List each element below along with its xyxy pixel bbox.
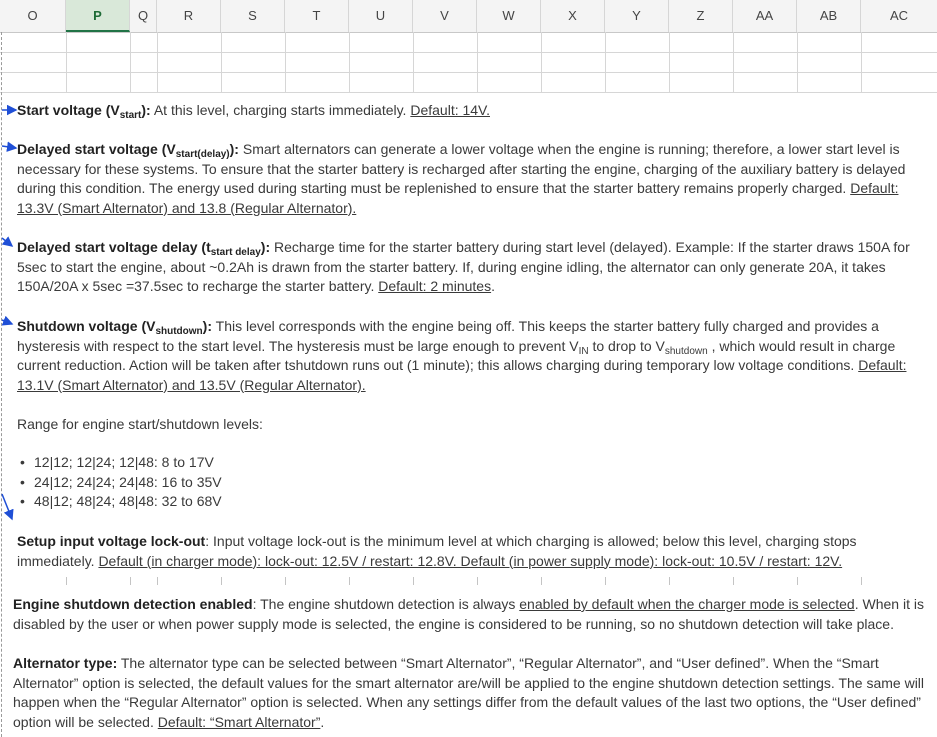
column-header-ab[interactable]: AB <box>797 0 861 32</box>
start-voltage-paragraph <box>17 101 927 121</box>
arrow-shutdown[interactable] <box>2 320 12 324</box>
column-header-ac[interactable]: AC <box>889 8 909 23</box>
delayed-start-text: Smart alternators can generate a lower voltage when the engine is running; therefore, a lower start level is necessary for these systems. To ensure that the starter battery is recharged after starting the engine, charging of the auxiliary battery is delayed during this condition. The energy used during starting must be replenished to ensure that the starter battery remains properly charged. <box>17 141 906 196</box>
range-list <box>17 453 917 512</box>
arrow-delayed-start[interactable] <box>2 146 16 148</box>
delayed-start-default: Default: 13.3V (Smart Alternator) and 13.8 (Regular Alternator). <box>17 180 899 216</box>
alternator-type-paragraph: Alternator type: The alternator type can be selected between “Smart Alternator”, “Regular Alternator”, and “User defined”. When the “Smart Alternator” option is selected, the default values for the smart alternator are/will be applied to the engine shutdown detection settings. The same will happen when the “Regular Alternator” option is selected. When any settings differ from the default values of the last two options, the “User defined” option will be selected. Default: “Smart Alternator”. <box>13 655 925 730</box>
column-header-y[interactable]: Y <box>605 0 669 32</box>
arrow-delay[interactable] <box>2 238 12 246</box>
start-voltage-default: Default: 14V. <box>410 102 490 118</box>
engine-detection-default: enabled by default when the charger mode is selected <box>519 596 855 612</box>
column-header-r[interactable]: R <box>157 0 221 32</box>
delayed-start-label: Delayed start voltage $(V_{start(delay)})$: <box>17 141 239 160</box>
tick-mark-row <box>10 577 925 585</box>
column-header-u[interactable]: U <box>349 0 413 32</box>
column-header-v[interactable]: V <box>413 0 477 32</box>
lockout-default: Default (in charger mode): lock-out: 12.5V / restart: 12.8V. Default (in power supply mode): lock-out: 10.5V / restart: 12V. <box>98 552 843 569</box>
column-header-aa[interactable]: AA <box>733 0 797 32</box>
start-delay-paragraph: Delayed start voltage delay $(t_{start delay})$: Recharge time for the starter battery during start level (delayed). Example: If the starter draws 150A for 5sec to start the engine, about ~0.2Ah is drawn from the starter battery. If, during engine idling, the alternator can only generate 20A, it takes 150A/20A x 5sec =37.5sec to recharge the starter battery. Default: 2 minutes. <box>17 239 910 294</box>
engine-detection-label: Engine shutdown detection enabled <box>13 596 253 612</box>
column-header-p[interactable]: P <box>66 0 130 32</box>
start-delay-default: Default: 2 minutes <box>378 278 492 294</box>
lockout-label: Setup input voltage lock-out <box>17 533 206 549</box>
shutdown-voltage-label: Shutdown voltage $(V_{shutdown})$: <box>17 318 212 337</box>
lockout-paragraph: Setup input voltage lock-out: Input voltage lock-out is the minimum level at which charging is allowed; below this level, charging stops immediately. Default (in charger mode): lock-out: 12.5V / restart: 12.8V. Default (in power supply mode): lock-out: 10.5V / restart: 12V. <box>17 533 857 569</box>
column-header-t[interactable]: T <box>285 0 349 32</box>
list-item: • 12|12; 12|24; 12|48: 8 to 17V <box>17 453 917 473</box>
column-header-w[interactable]: W <box>477 0 541 32</box>
list-item: • 48|12; 48|24; 48|48: 32 to 68V <box>17 492 917 512</box>
start-delay-label: Delayed start voltage delay $(t_{start delay})$: <box>17 239 271 258</box>
list-item: • 24|12; 24|24; 24|48: 16 to 35V <box>17 473 917 493</box>
shutdown-voltage-paragraph: Shutdown voltage $(V_{shutdown})$: This level corresponds with the engine being off. This keeps the starter battery fully charged and provides a hysteresis with respect to the start level. The hysteresis must be large enough to prevent $V_{IN}$ to drop to $V_{shutdown}$ , which would result in charge current reduction. Action will be taken after tshutdown runs out (1 minute); this allows charging during temporary low voltage conditions. Default: 13.1V (Smart Alternator) and 13.5V (Regular Alternator). <box>17 318 907 393</box>
column-header-s[interactable]: S <box>221 0 285 32</box>
start-delay-text: Recharge time for the starter battery during start level (delayed). Example: If the starter draws 150A for 5sec to start the engine, about ~0.2Ah is drawn from the starter battery. If, during engine idling, the alternator can only generate 20A, it takes 150A/20A x 5sec =37.5sec to recharge the starter battery. <box>17 239 910 294</box>
start-voltage-label: Start voltage $(V_{start})$: <box>17 102 151 121</box>
column-header-z[interactable]: Z <box>669 0 733 32</box>
alternator-type-label: Alternator type: <box>13 655 118 671</box>
column-header-x[interactable]: X <box>541 0 605 32</box>
delayed-start-paragraph <box>17 140 912 218</box>
column-header-q[interactable]: Q <box>130 0 157 32</box>
range-title: Range for engine start/shutdown levels: <box>17 416 263 432</box>
start-voltage-text: At this level, charging starts immediately. <box>150 102 411 118</box>
column-header-o[interactable]: O <box>0 0 66 32</box>
shutdown-voltage-default: Default: 13.1V (Smart Alternator) and 13.5V (Regular Alternator). <box>17 357 907 393</box>
alternator-type-default: Default: “Smart Alternator” <box>157 713 321 730</box>
arrow-lockout[interactable] <box>2 494 12 519</box>
engine-detection-paragraph: Engine shutdown detection enabled: The engine shutdown detection is always enabled by default when the charger mode is selected. When it is disabled by the user or when power supply mode is selected, the engine is considered to be running, so no shutdown detection will take place. <box>13 596 924 632</box>
